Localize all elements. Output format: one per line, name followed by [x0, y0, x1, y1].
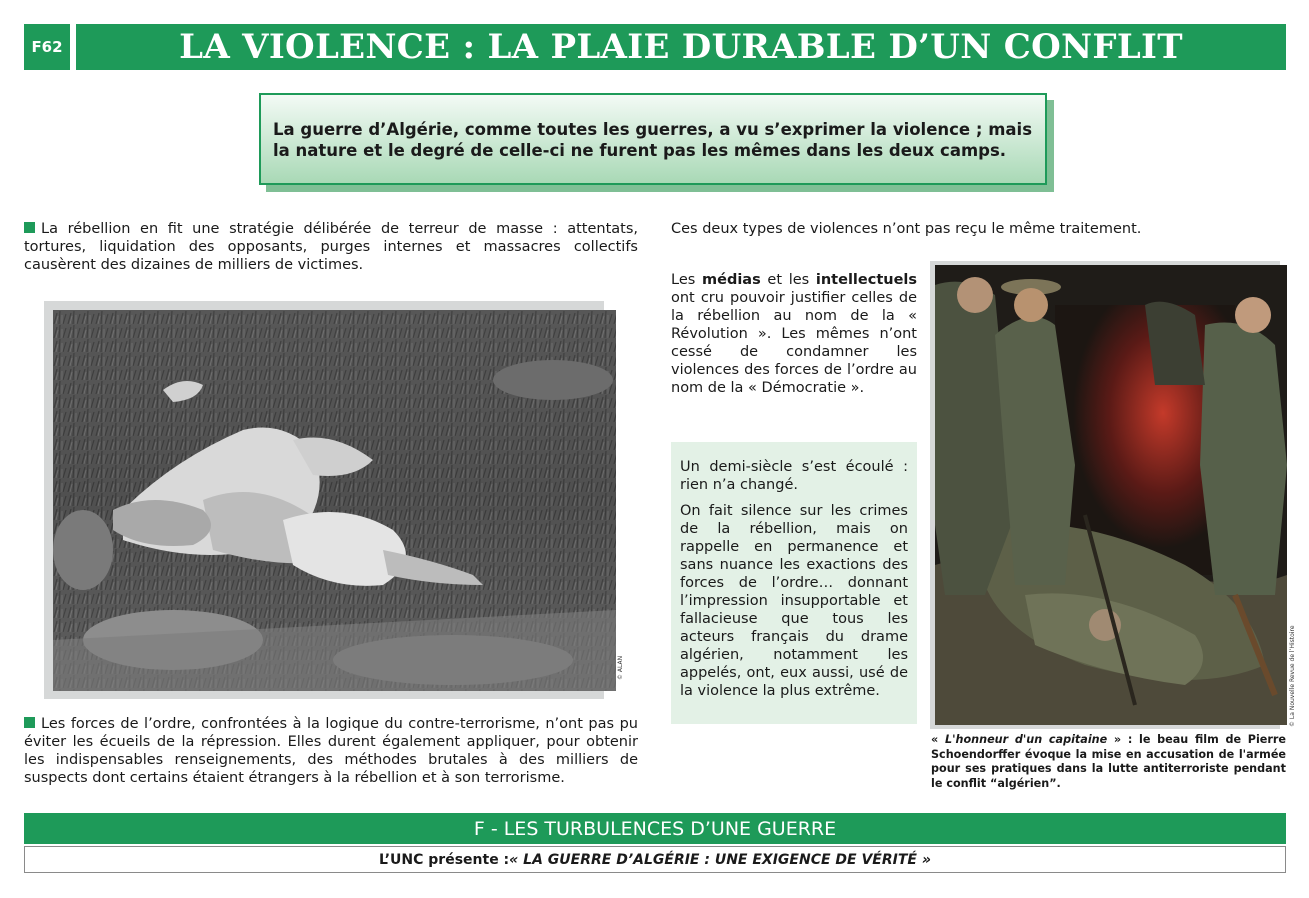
footer-section-bar — [24, 813, 1286, 844]
bullet-square-icon — [24, 222, 35, 233]
victims-photo — [53, 310, 616, 691]
page-title-bar — [76, 24, 1286, 70]
caption-rest: » : le beau film de Pierre Schoendorffer évoque la mise en accusation de l'armée pour ses pratiques dans la lutte antiterroriste pendant le conflit “algérien”. — [931, 733, 1286, 790]
box-paragraph-1: Un demi-siècle s’est écoulé : rien n’a changé. — [680, 459, 908, 493]
caption-film-title: L'honneur d'un capitaine — [944, 733, 1108, 746]
left-paragraph-2 — [24, 715, 638, 787]
middle-paragraph — [671, 271, 917, 397]
left-paragraph-1-text: La rébellion en fit une stratégie délibérée de terreur de masse : attentats, tortures, liquidation des opposants, purges internes et massacres collectifs causèrent des dizaines de milliers de victimes. — [24, 221, 638, 273]
intro-line-1: La guerre d’Algérie, comme toutes les guerres, a vu s’exprimer la violence ; mais — [273, 120, 1033, 139]
photo-2-caption — [931, 733, 1286, 791]
middle-heading: Ces deux types de violences n’ont pas reçu le même traitement. — [671, 221, 1142, 237]
intro-box — [259, 93, 1047, 185]
left-paragraph-1 — [24, 220, 638, 274]
middle-text-les: Les — [671, 272, 696, 288]
film-still-photo — [935, 265, 1287, 725]
footer-section-title: F - LES TURBULENCES D’UNE GUERRE — [473, 817, 837, 840]
intro-line-2: la nature et le degré de celle-ci ne furent pas les mêmes dans les deux camps. — [273, 141, 1007, 160]
box-paragraph-2: On fait silence sur les crimes de la rébellion, mais on rappelle en permanence et sans nuance les exactions des forces de l’ordre… donnant l’impression insupportable et fallacieuse que tous les acteurs français du drame algérien, notamment les appelés, ont, eux aussi, usé de la violence la plus extrême. — [680, 503, 908, 699]
middle-text-intellectuels: intellectuels — [815, 272, 918, 288]
middle-highlight-box — [671, 442, 917, 724]
bullet-square-icon — [24, 717, 35, 728]
middle-text-rest: ont cru pouvoir justifier celles de la rébellion au nom de la « Révolution ». Les mêmes n’ont cessé de condamner les violences des forces de l’ordre au nom de la « Démocratie ». — [671, 290, 917, 396]
footer-series-bar — [24, 846, 1286, 873]
footer-presents: L’UNC présente : — [379, 851, 510, 868]
caption-open-quote: « — [931, 733, 945, 746]
page-title: LA VIOLENCE : LA PLAIE DURABLE D’UN CONFLIT — [179, 27, 1183, 67]
middle-text-et: et les — [767, 272, 810, 288]
photo-2-credit-text: © La Nouvelle Revue de l’Histoire — [1289, 625, 1296, 727]
page-code-badge — [24, 24, 70, 70]
footer-series-title: « LA GUERRE D’ALGÉRIE : UNE EXIGENCE DE VÉRITÉ » — [509, 851, 931, 868]
photo-1-credit-text: © ALAN — [617, 655, 624, 680]
middle-text-medias: médias — [702, 272, 761, 288]
left-paragraph-2-text: Les forces de l’ordre, confrontées à la logique du contre-terrorisme, n’ont pas pu éviter les écueils de la répression. Elles durent également appliquer, pour obtenir les indispensables renseignements, des méthodes brutales à des milliers de suspects dont certains étaient étrangers à la rébellion et à son terrorisme. — [24, 716, 638, 786]
page-code: F62 — [31, 38, 63, 56]
